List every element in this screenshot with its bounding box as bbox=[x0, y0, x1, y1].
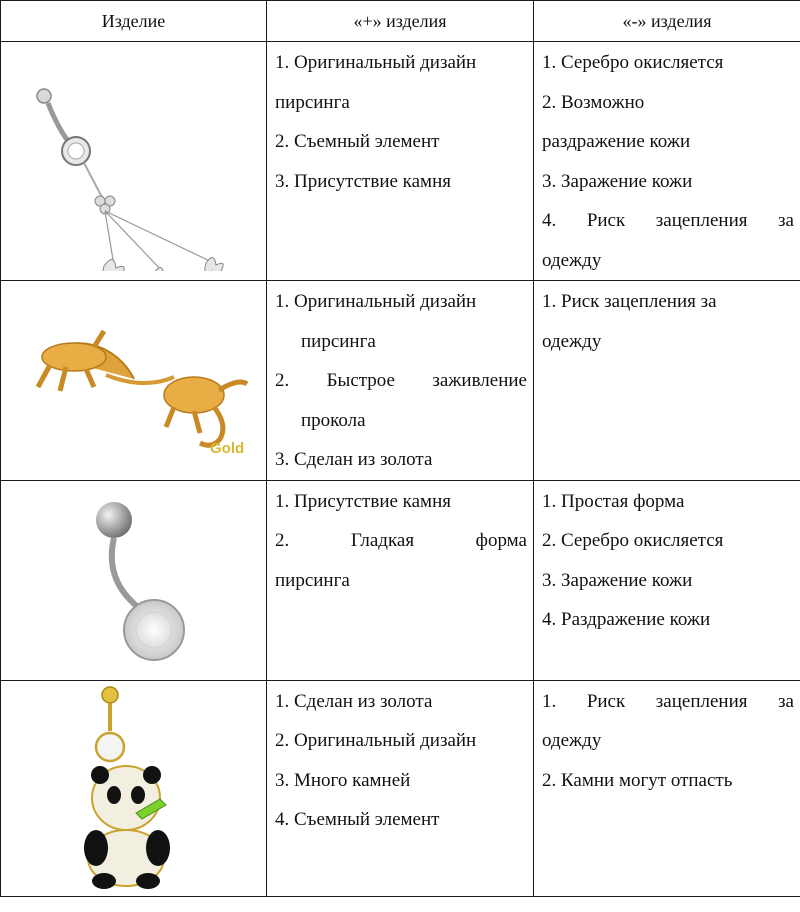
pros-cell bbox=[267, 281, 534, 481]
cons-cell bbox=[534, 42, 800, 281]
cons-line: одежду bbox=[542, 330, 602, 352]
cons-cell bbox=[534, 480, 800, 680]
header-product: Изделие bbox=[1, 1, 267, 42]
pros-line: 4. Съемный элемент bbox=[275, 809, 440, 830]
pros-line: 2. Съемный элемент bbox=[275, 131, 440, 152]
product-image-cell bbox=[1, 42, 267, 281]
cons-line: 3. Заражение кожи bbox=[542, 569, 693, 591]
table-row bbox=[1, 42, 800, 281]
pros-line: пирсинга bbox=[301, 330, 376, 352]
cons-line: 2. Серебро окисляется bbox=[542, 530, 724, 551]
cons-line: 2. Камни могут отпасть bbox=[542, 769, 733, 791]
cons-cell bbox=[534, 281, 800, 481]
product-image-cell bbox=[1, 480, 267, 680]
table-row bbox=[1, 480, 800, 680]
cons-line: раздражение кожи bbox=[542, 131, 691, 152]
pros-line: 2. Оригинальный дизайн bbox=[275, 730, 477, 751]
pros-line: 3. Сделан из золота bbox=[275, 449, 433, 470]
pros-line: 2. Гладкая форма bbox=[275, 530, 527, 551]
header-cons: «-» изделия bbox=[534, 1, 800, 42]
product-image-cell bbox=[1, 680, 267, 896]
pros-line: 3. Много камней bbox=[275, 769, 411, 791]
pros-line: пирсинга bbox=[275, 91, 350, 113]
pros-line: 1. Сделан из золота bbox=[275, 690, 433, 712]
pros-line: 3. Присутствие камня bbox=[275, 170, 451, 192]
pros-line: 1. Оригинальный дизайн bbox=[275, 291, 477, 312]
pros-line: 1. Присутствие камня bbox=[275, 490, 451, 512]
pros-cell bbox=[267, 42, 534, 281]
gold-panda-piercing-image bbox=[74, 683, 194, 893]
cons-line: 1. Риск зацепления за bbox=[542, 291, 717, 312]
cons-line: одежду bbox=[542, 249, 602, 271]
pros-cell bbox=[267, 480, 534, 680]
cons-cell bbox=[534, 680, 800, 896]
cons-line: 1. Простая форма bbox=[542, 490, 685, 512]
pros-line: 1. Оригинальный дизайн bbox=[275, 52, 477, 73]
header-pros: «+» изделия bbox=[267, 1, 534, 42]
cons-line: 3. Заражение кожи bbox=[542, 170, 693, 192]
gold-badge: Gold bbox=[209, 440, 244, 458]
cons-line: одежду bbox=[542, 730, 602, 751]
pros-line: 2. Быстрое заживление bbox=[275, 370, 527, 391]
cons-line: 1. Серебро окисляется bbox=[542, 52, 724, 73]
steel-ball-piercing-image bbox=[34, 490, 234, 670]
silver-butterfly-piercing-image bbox=[14, 51, 254, 271]
table-row bbox=[1, 680, 800, 896]
pros-line: пирсинга bbox=[275, 569, 350, 591]
pros-line: прокола bbox=[301, 409, 366, 431]
product-image-cell bbox=[1, 281, 267, 481]
cons-line: 4. Риск зацепления за bbox=[542, 210, 794, 231]
cons-line: 1. Риск зацепления за bbox=[542, 690, 794, 712]
header-row bbox=[1, 1, 800, 42]
pros-cell bbox=[267, 680, 534, 896]
table-row bbox=[1, 281, 800, 481]
gold-lizard-piercing-image bbox=[14, 295, 254, 465]
cons-line: 4. Раздражение кожи bbox=[542, 609, 711, 630]
cons-line: 2. Возможно bbox=[542, 91, 645, 113]
